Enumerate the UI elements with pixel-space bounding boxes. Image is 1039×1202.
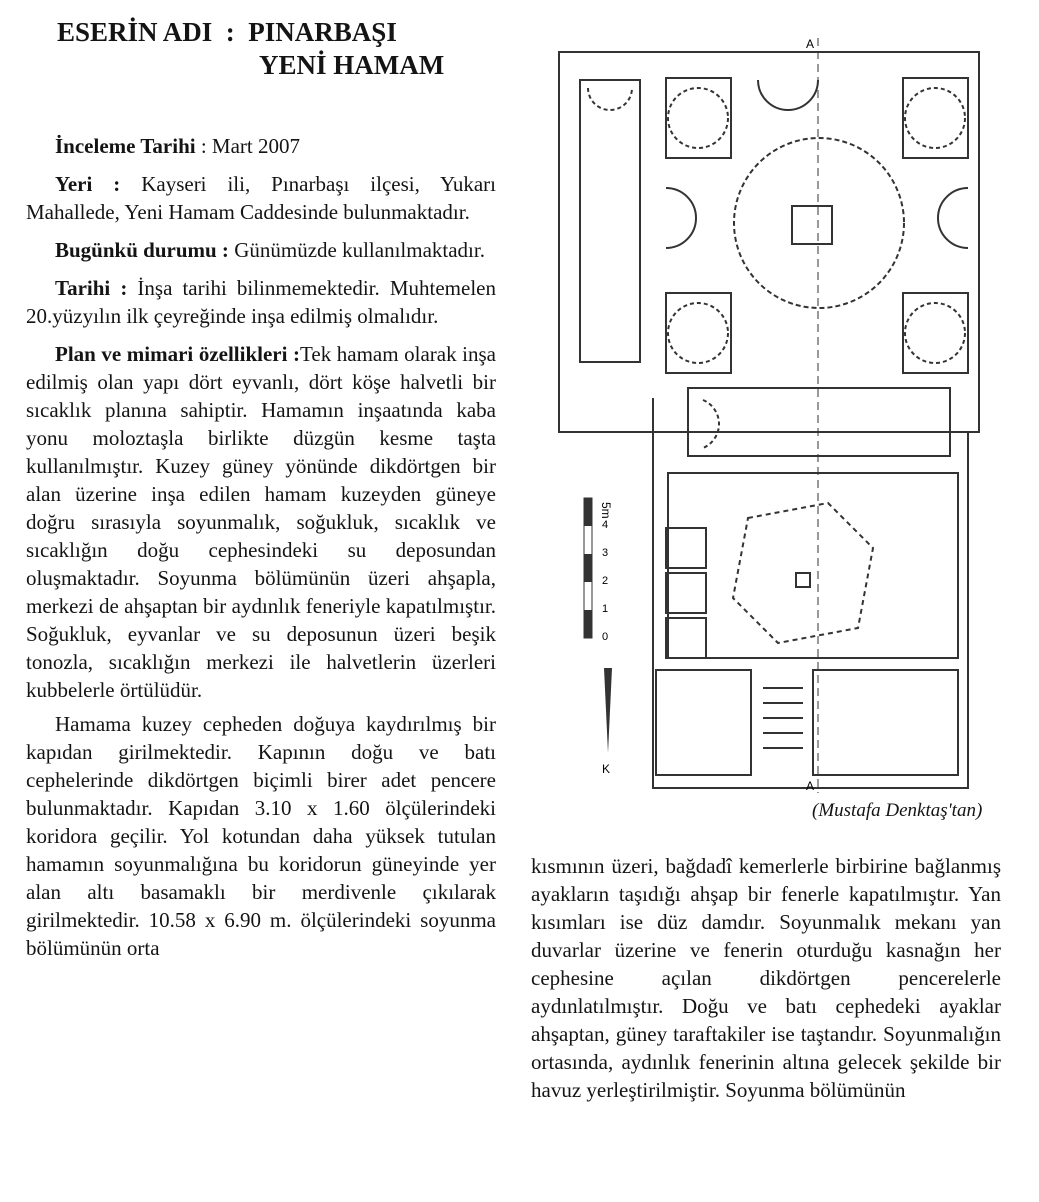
scale-tick: 2 [602, 575, 609, 587]
inceleme-label: İnceleme Tarihi [55, 134, 196, 158]
halvet-nw [666, 78, 731, 158]
plan-text: Tek hamam olarak inşa edilmiş olan yapı dört eyvanlı, dört köşe halvetli bir sıcaklık planına sahiptir. Hamamın inşaatında kaba yonu moloztaşla birlikte düzgün kesme taşta kullanılmıştır. Kuzey güney yönünde dikdörtgen bir alan üzerine inşa edilen hamam kuzeyden güneye doğru sırasıyla soyunmalık, soğukluk, sıcaklık ve sıcaklığın doğu cephesindeki su deposundan oluşmaktadır. Soyunma bölümünün üzeri ahşapla, merkezi de ahşaptan bir aydınlık feneriyle kapatılmıştır. Soğukluk, eyvanlar ve su deposunun üzeri beşik tonozla, sıcaklığın merkezi ile halvetlerin üzerleri kubbelerle örtülüdür. [26, 342, 496, 702]
durum-paragraph [26, 236, 496, 264]
halvet-sw [666, 293, 731, 373]
yeri-text: Kayseri ili, Pınarbaşı ilçesi, Yukarı Mahallede, Yeni Hamam Caddesinde bulunmaktadır. [26, 172, 496, 224]
sogukluk-room [688, 388, 950, 456]
title-line-1: ESERİN ADI : PINARBAŞI [57, 17, 397, 47]
west-room [580, 80, 640, 362]
continuation-paragraph: kısmının üzeri, bağdadî kemerlerle birbirine bağlanmış ayakların taşıdığı ahşap bir fenerle kapatılmıştır. Yan kısımları ise düz damdır. Soyunmalık mekanı yan duvarlar üzerine ve fenerin oturduğu kasnağın her cephesine açılan dikdörtgen pencerelerle aydınlatılmıştır. Doğu ve batı cephedeki ayaklar ahşaptan, güney taraftakiler ise taştandır. Soyunmalığın ortasında, aydınlık fenerinin altına gelecek şekilde bir havuz yerleştirilmiştir. Soyunma bölümünün [531, 854, 1001, 1102]
left-column [26, 132, 496, 972]
right-column [531, 852, 1001, 1114]
section-marker-top: A [806, 37, 815, 51]
scale-tick: 1 [602, 603, 609, 615]
north-label: K [602, 762, 611, 776]
floor-plan-drawing [538, 28, 1008, 798]
soyunmalik-room [668, 473, 958, 658]
section-marker-bottom: A [806, 779, 815, 793]
tarihi-text: İnşa tarihi bilinmemektedir. Muhtemelen 20.yüzyılın ilk çeyreğinde inşa edilmiş olmalıdır. [26, 276, 496, 328]
figure-caption: (Mustafa Denktaş'tan) [812, 800, 983, 821]
stairs [763, 688, 803, 748]
title-line-2: YENİ HAMAM [259, 50, 445, 80]
scale-unit: 5m [599, 502, 613, 519]
scale-tick: 4 [602, 519, 609, 531]
inceleme-paragraph [26, 132, 496, 160]
yeri-paragraph [26, 170, 496, 226]
plan-paragraph [26, 340, 496, 704]
central-dome [734, 138, 904, 308]
halvet-se [903, 293, 968, 373]
inceleme-value: : Mart 2007 [195, 134, 300, 158]
central-pool [792, 206, 832, 244]
page-title [57, 16, 444, 82]
plan-label: Plan ve mimari özellikleri : [55, 342, 301, 366]
scale-bar [584, 498, 613, 643]
scale-tick: 3 [602, 547, 609, 559]
halvet-ne [903, 78, 968, 158]
tarihi-paragraph [26, 274, 496, 330]
south-room-east [813, 670, 958, 775]
north-arrow [602, 668, 612, 776]
tarihi-label: Tarihi : [55, 276, 128, 300]
yeri-label: Yeri : [55, 172, 121, 196]
durum-text: Günümüzde kullanılmaktadır. [228, 238, 485, 262]
south-room-west [656, 670, 751, 775]
entrance-paragraph: Hamama kuzey cepheden doğuya kaydırılmış bir kapıdan girilmektedir. Kapının doğu ve batı cephelerinde dikdörtgen biçimli birer adet pencere bulunmaktadır. Kapıdan 3.10 x 1.60 ölçülerindeki koridora geçilir. Yol kotundan daha yüksek tutulan hamamın soyunmalığına bu koridorun güneyinde yer alan altı basamaklı bir merdivenle çıkılarak girilmektedir. 10.58 x 6.90 m. ölçülerindeki soyunma bölümünün orta [26, 712, 496, 960]
scale-tick: 0 [602, 631, 609, 643]
outer-wall [559, 52, 979, 432]
durum-label: Bugünkü durumu : [55, 238, 229, 262]
